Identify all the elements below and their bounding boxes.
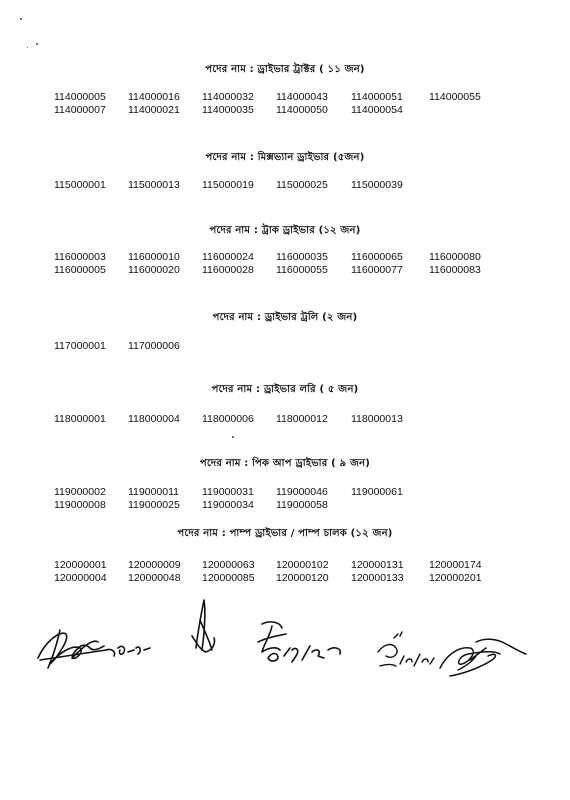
id-cell: 118000001 [54, 413, 106, 425]
id-cell: 115000001 [54, 179, 106, 191]
signature-2 [192, 600, 215, 652]
id-cell: 116000077 [351, 264, 403, 276]
scan-speck [20, 18, 22, 20]
id-cell: 115000039 [351, 179, 403, 191]
id-cell: 114000016 [128, 91, 180, 103]
id-cell: 119000008 [54, 499, 106, 511]
section-heading: পদের নাম : মিক্সভ্যান ড্রাইভার (৫জন) [205, 152, 365, 163]
id-cell: 116000065 [351, 251, 403, 263]
signature-4 [378, 632, 434, 666]
id-cell: 119000002 [54, 486, 106, 498]
id-cell: 119000025 [128, 499, 180, 511]
signature-5 [440, 639, 526, 676]
id-cell: 117000006 [128, 340, 180, 352]
id-cell: 119000061 [351, 486, 403, 498]
id-cell: 119000031 [202, 486, 254, 498]
scan-speck [232, 436, 234, 438]
id-cell: 114000005 [54, 91, 106, 103]
id-cell: 114000032 [202, 91, 254, 103]
id-cell: 114000021 [128, 104, 180, 116]
id-cell: 119000058 [276, 499, 328, 511]
id-cell: 116000080 [429, 251, 481, 263]
id-cell: 116000020 [128, 264, 180, 276]
section-heading: পদের নাম : ড্রাইভার ট্রাক্টর ( ১১ জন) [205, 64, 365, 75]
scan-speck [27, 47, 28, 48]
id-cell: 119000034 [202, 499, 254, 511]
id-cell: 115000025 [276, 179, 328, 191]
id-cell: 118000004 [128, 413, 180, 425]
id-cell: 116000005 [54, 264, 106, 276]
id-cell: 120000201 [429, 572, 482, 584]
id-cell: 114000051 [351, 91, 403, 103]
id-cell: 114000007 [54, 104, 106, 116]
id-cell: 114000035 [202, 104, 254, 116]
signatures-area [0, 590, 570, 700]
id-cell: 114000050 [276, 104, 328, 116]
id-cell: 120000048 [128, 572, 181, 584]
id-cell: 120000004 [54, 572, 107, 584]
section-heading: পদের নাম : ট্রাক ড্রাইভার (১২ জন) [209, 225, 361, 236]
id-cell: 115000013 [128, 179, 180, 191]
id-cell: 114000043 [276, 91, 328, 103]
id-cell: 120000085 [202, 572, 255, 584]
id-cell: 118000013 [351, 413, 403, 425]
id-cell: 120000131 [351, 559, 404, 571]
section-heading: পদের নাম : পাম্প ড্রাইভার / পাম্প চালক (১২ জন) [177, 528, 393, 539]
id-cell: 117000001 [54, 340, 106, 352]
id-cell: 116000024 [202, 251, 254, 263]
id-cell: 114000054 [351, 104, 403, 116]
id-cell: 120000102 [276, 559, 329, 571]
scan-speck [36, 43, 38, 45]
section-heading: পদের নাম : ড্রাইভার ট্রলি (২ জন) [212, 312, 358, 323]
id-cell: 116000028 [202, 264, 254, 276]
id-cell: 120000063 [202, 559, 255, 571]
id-cell: 114000055 [429, 91, 481, 103]
id-cell: 115000019 [202, 179, 254, 191]
id-cell: 116000003 [54, 251, 106, 263]
id-cell: 116000083 [429, 264, 481, 276]
section-heading: পদের নাম : ড্রাইভার লরি ( ৫ জন) [211, 384, 359, 395]
id-cell: 120000174 [429, 559, 482, 571]
id-cell: 119000011 [128, 486, 179, 498]
id-cell: 118000006 [202, 413, 254, 425]
id-cell: 118000012 [276, 413, 328, 425]
id-cell: 116000010 [128, 251, 180, 263]
signature-3 [258, 622, 340, 662]
id-cell: 120000120 [276, 572, 329, 584]
signature-1 [38, 630, 150, 668]
id-cell: 116000035 [276, 251, 328, 263]
id-cell: 116000055 [276, 264, 328, 276]
id-cell: 120000133 [351, 572, 404, 584]
id-cell: 119000046 [276, 486, 328, 498]
id-cell: 120000001 [54, 559, 107, 571]
section-heading: পদের নাম : পিক আপ ড্রাইভার ( ৯ জন) [199, 458, 371, 469]
id-cell: 120000009 [128, 559, 181, 571]
